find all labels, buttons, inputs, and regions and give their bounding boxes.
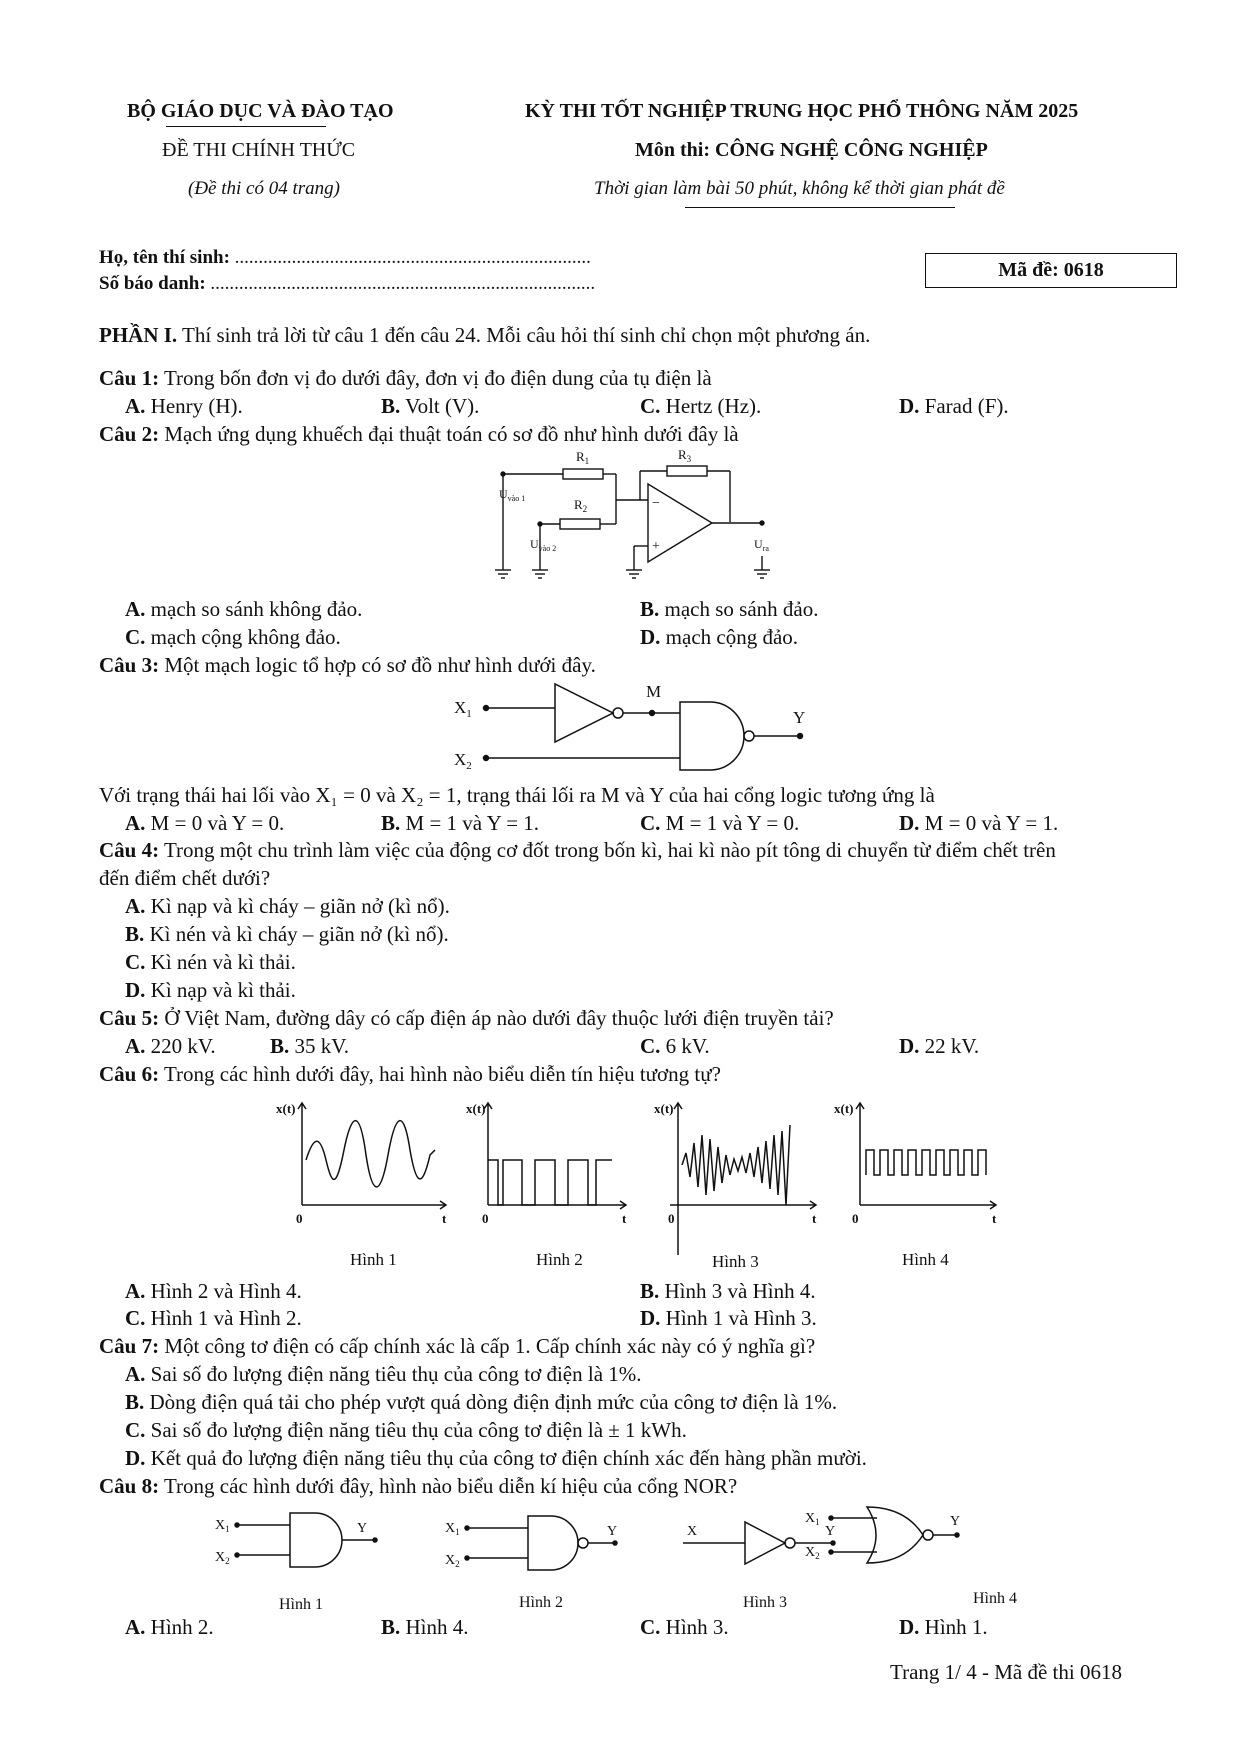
exam-title: KỲ THI TỐT NGHIỆP TRUNG HỌC PHỔ THÔNG NĂM 2025 (525, 100, 1079, 122)
q4-text: Trong một chu trình làm việc của động cơ đốt trong bốn kì, hai kì nào pít tông di chuyển từ điểm chết trên (159, 838, 1056, 862)
q8-fig4-x2: $X_2$ (805, 1545, 820, 1561)
q3-x2-label: $X_2$ (454, 750, 472, 772)
q8-fig2-x1: $X_1$ (445, 1521, 460, 1537)
q7-option-d[interactable]: D. Kết quả đo lượng điện năng tiêu thụ của công tơ điện chính xác đến hàng phần mười. (125, 1446, 867, 1470)
q8-label: Câu 8: (99, 1474, 160, 1498)
q6-fig1-origin: 0 (296, 1211, 303, 1226)
q8-caption-4: Hình 4 (973, 1590, 1017, 1607)
q7-option-a[interactable]: A. Sai số đo lượng điện năng tiêu thụ của công tơ điện là 1%. (125, 1362, 642, 1386)
q2-text: Mạch ứng dụng khuếch đại thuật toán có sơ đồ như hình dưới đây là (159, 422, 739, 446)
q3-logic-diagram (450, 680, 820, 780)
exam-code-box (925, 253, 1177, 288)
q5-text: Ở Việt Nam, đường dây có cấp điện áp nào dưới đây thuộc lưới điện truyền tải? (159, 1006, 834, 1030)
q5-label: Câu 5: (99, 1006, 160, 1030)
q1-option-d[interactable]: D. Farad (F). (899, 394, 1009, 418)
q4-option-d[interactable]: D. Kì nạp và kì thải. (125, 978, 296, 1002)
q6-option-b[interactable]: B. Hình 3 và Hình 4. (640, 1279, 816, 1303)
q8-fig3-x: X (687, 1524, 698, 1539)
part1-heading (99, 323, 870, 348)
official-label: ĐỀ THI CHÍNH THỨC (162, 139, 356, 161)
q8-option-b[interactable]: B. Hình 4. (381, 1615, 469, 1639)
q6-figure-4 (856, 1103, 996, 1209)
q1-label: Câu 1: (99, 366, 160, 390)
q6-fig3-xaxis: t (812, 1211, 817, 1226)
ministry-name: BỘ GIÁO DỤC VÀ ĐÀO TẠO (127, 100, 394, 122)
q8-fig1-x2: $X_2$ (215, 1550, 230, 1566)
q6-caption-3: Hình 3 (712, 1252, 759, 1271)
q8-fig3-y: Y (825, 1524, 836, 1539)
q8-fig1-y: Y (357, 1521, 368, 1536)
q6-fig1-xaxis: t (442, 1211, 447, 1226)
q8-figure-1-and-gate (235, 1513, 377, 1567)
q8-text: Trong các hình dưới đây, hình nào biểu diễn kí hiệu của cổng NOR? (159, 1474, 738, 1498)
q6-fig4-xaxis: t (992, 1211, 997, 1226)
q8-stem (99, 1474, 737, 1499)
q6-fig2-origin: 0 (482, 1211, 489, 1226)
q6-option-d[interactable]: D. Hình 1 và Hình 3. (640, 1306, 817, 1330)
q2-stem (99, 422, 739, 447)
part1-instruction: Thí sinh trả lời từ câu 1 đến câu 24. Mỗi câu hỏi thí sinh chỉ chọn một phương án. (177, 323, 871, 347)
q3-y-label: Y (793, 708, 806, 727)
time-underline (685, 207, 955, 208)
q4-stem-line2: đến điểm chết dưới? (99, 866, 271, 890)
q6-fig4-origin: 0 (852, 1211, 859, 1226)
q8-caption-2: Hình 2 (519, 1594, 563, 1611)
q3-text: Một mạch logic tổ hợp có sơ đồ như hình dưới đây. (159, 653, 596, 677)
q6-option-a[interactable]: A. Hình 2 và Hình 4. (125, 1279, 302, 1303)
q8-figure-2-nand-gate (465, 1516, 617, 1570)
r3-label: $R_3$ (678, 447, 692, 464)
q6-figure-3 (670, 1103, 816, 1255)
q5-stem (99, 1006, 834, 1031)
r1-label: $R_1$ (576, 449, 590, 466)
q8-figure-4-nor-gate (829, 1507, 959, 1563)
candidate-name-row (99, 247, 591, 269)
r2-label: $R_2$ (574, 497, 588, 514)
q4-option-c[interactable]: C. Kì nén và kì thải. (125, 950, 296, 974)
q2-opamp-diagram (490, 446, 790, 586)
exam-code: Mã đề: 0618 (998, 259, 1104, 281)
q6-text: Trong các hình dưới đây, hai hình nào biểu diễn tín hiệu tương tự? (159, 1062, 721, 1086)
q2-option-c[interactable]: C. mạch cộng không đảo. (125, 625, 341, 649)
q8-gate-figures (205, 1505, 1085, 1615)
q6-signal-figures (270, 1095, 1010, 1275)
q6-label: Câu 6: (99, 1062, 160, 1086)
q6-figure-1 (298, 1103, 446, 1209)
q8-caption-1: Hình 1 (279, 1596, 323, 1613)
q2-label: Câu 2: (99, 422, 160, 446)
q3-x1-label: $X_1$ (454, 698, 472, 720)
q5-option-d[interactable]: D. 22 kV. (899, 1034, 980, 1058)
q1-text: Trong bốn đơn vị đo dưới đây, đơn vị đo điện dung của tụ điện là (159, 366, 712, 390)
q3-question: Với trạng thái hai lối vào X₁ = 0 và X₂ = 1, trạng thái lối ra M và Y của hai cổng logic tương ứng là (99, 783, 935, 807)
q5-option-c[interactable]: C. 6 kV. (640, 1034, 710, 1058)
q7-option-b[interactable]: B. Dòng điện quá tải cho phép vượt quá dòng điện định mức của công tơ điện là 1%. (125, 1390, 838, 1414)
plus-sign: + (652, 539, 660, 554)
candidate-name-field[interactable]: ........................................................................... (234, 247, 591, 268)
q4-label: Câu 4: (99, 838, 160, 862)
q8-fig4-x1: $X_1$ (805, 1511, 820, 1527)
q8-fig1-x1: $X_1$ (215, 1518, 230, 1534)
candidate-id-row (99, 273, 595, 295)
q5-option-b[interactable]: B. 35 kV. (270, 1034, 349, 1058)
q6-caption-4: Hình 4 (902, 1250, 949, 1269)
q6-figure-2 (484, 1103, 626, 1209)
q6-fig3-origin: 0 (668, 1211, 675, 1226)
u-vao2-label: $U_{vào 2}$ (530, 537, 557, 553)
q4-option-a[interactable]: A. Kì nạp và kì cháy – giãn nở (kì nổ). (125, 894, 450, 918)
q3-stem (99, 653, 596, 678)
q2-option-d[interactable]: D. mạch cộng đảo. (640, 625, 799, 649)
q7-option-c[interactable]: C. Sai số đo lượng điện năng tiêu thụ của công tơ điện là ± 1 kWh. (125, 1418, 687, 1442)
q4-stem-line1 (99, 838, 1056, 863)
q6-caption-1: Hình 1 (350, 1250, 397, 1269)
q1-option-b[interactable]: B. Volt (V). (381, 394, 480, 418)
q7-stem (99, 1334, 815, 1359)
q8-option-d[interactable]: D. Hình 1. (899, 1615, 988, 1639)
q1-option-c[interactable]: C. Hertz (Hz). (640, 394, 762, 418)
candidate-id-field[interactable]: ................................................................................. (210, 273, 596, 294)
q8-option-c[interactable]: C. Hình 3. (640, 1615, 729, 1639)
q8-caption-3: Hình 3 (743, 1594, 787, 1611)
q8-fig2-y: Y (607, 1524, 618, 1539)
q7-text: Một công tơ điện có cấp chính xác là cấp 1. Cấp chính xác này có ý nghĩa gì? (159, 1334, 816, 1358)
q8-option-a[interactable]: A. Hình 2. (125, 1615, 214, 1639)
time-note: Thời gian làm bài 50 phút, không kể thời gian phát đề (594, 178, 1005, 199)
candidate-name-label: Họ, tên thí sinh: (99, 247, 235, 268)
q6-stem (99, 1062, 721, 1087)
q8-fig2-x2: $X_2$ (445, 1553, 460, 1569)
q6-fig2-xaxis: t (622, 1211, 627, 1226)
part1-title: PHẦN I. (99, 323, 178, 347)
pages-note: (Đề thi có 04 trang) (188, 178, 340, 199)
page-footer: Trang 1/ 4 - Mã đề thi 0618 (890, 1660, 1122, 1684)
subject: Môn thi: CÔNG NGHỆ CÔNG NGHIỆP (635, 139, 988, 161)
q5-option-a[interactable]: A. 220 kV. (125, 1034, 216, 1058)
u-vao1-label: $U_{vào 1}$ (499, 487, 526, 503)
q6-option-c[interactable]: C. Hình 1 và Hình 2. (125, 1306, 302, 1330)
q3-option-a[interactable]: A. M = 0 và Y = 0. (125, 811, 285, 835)
q6-fig2-yaxis: x(t) (466, 1101, 486, 1116)
q3-option-d[interactable]: D. M = 0 và Y = 1. (899, 811, 1059, 835)
q3-option-b[interactable]: B. M = 1 và Y = 1. (381, 811, 540, 835)
q4-option-b[interactable]: B. Kì nén và kì cháy – giãn nở (kì nổ). (125, 922, 449, 946)
u-ra-label: $U_{ra}$ (754, 537, 769, 553)
q6-fig4-yaxis: x(t) (834, 1101, 854, 1116)
q6-fig1-yaxis: x(t) (276, 1101, 296, 1116)
q1-stem (99, 366, 712, 391)
q1-option-a[interactable]: A. Henry (H). (125, 394, 243, 418)
q3-m-label: M (646, 682, 662, 701)
q6-fig3-yaxis: x(t) (654, 1101, 674, 1116)
candidate-id-label: Số báo danh: (99, 273, 211, 294)
minus-sign: − (652, 496, 660, 511)
q2-option-b[interactable]: B. mạch so sánh đảo. (640, 597, 819, 621)
q2-option-a[interactable]: A. mạch so sánh không đảo. (125, 597, 363, 621)
ministry-underline (166, 126, 326, 127)
q3-option-c[interactable]: C. M = 1 và Y = 0. (640, 811, 800, 835)
q8-fig4-y: Y (950, 1514, 961, 1529)
q7-label: Câu 7: (99, 1334, 160, 1358)
q6-caption-2: Hình 2 (536, 1250, 583, 1269)
q3-label: Câu 3: (99, 653, 160, 677)
